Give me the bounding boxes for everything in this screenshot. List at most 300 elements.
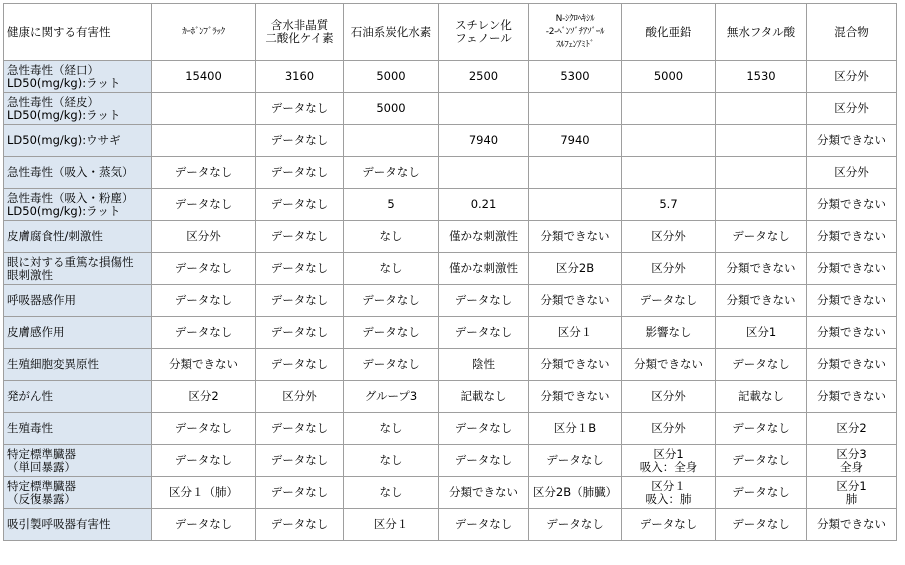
cell-text-line: 区分１: [373, 517, 409, 531]
cell-text-line: 15400: [185, 69, 222, 83]
table-row: [4, 253, 897, 285]
cell-text-line: 吸入：全身: [639, 459, 698, 474]
table-cell: [256, 285, 344, 317]
cell-text-line: データなし: [454, 453, 513, 467]
cell-text-line: 5000: [376, 101, 406, 115]
table-cell: [807, 157, 897, 189]
row-label: [4, 253, 152, 285]
table-cell: [152, 93, 256, 125]
table-row: [4, 93, 897, 125]
cell-text-line: LD50(mg/kg):ラット: [7, 107, 121, 122]
cell-text-line: データなし: [270, 293, 329, 307]
cell-text-line: 分類できない: [540, 357, 610, 371]
cell-text-line: 二酸化ケイ素: [265, 31, 334, 45]
column-header-6: [622, 4, 716, 61]
column-header-7: [716, 4, 807, 61]
table-cell: [152, 157, 256, 189]
cell-text-line: データなし: [270, 357, 329, 371]
table-cell: [344, 509, 439, 541]
row-label: [4, 477, 152, 509]
table-cell: [529, 285, 622, 317]
table-cell: [152, 285, 256, 317]
table-cell: [716, 317, 807, 349]
table-cell: [529, 125, 622, 157]
cell-text-line: 分類できない: [817, 133, 886, 147]
table-header-row: [4, 4, 897, 61]
cell-text-line: 肺: [845, 491, 858, 506]
cell-text-line: データなし: [270, 197, 329, 211]
cell-text-line: 影響なし: [645, 325, 692, 339]
table-cell: [152, 349, 256, 381]
table-row: [4, 61, 897, 93]
cell-text-line: 区分外: [651, 261, 686, 275]
table-cell: [716, 221, 807, 253]
table-cell: [344, 61, 439, 93]
cell-text-line: 区分１（肺）: [169, 485, 238, 499]
table-cell: [807, 509, 897, 541]
row-label: [4, 317, 152, 349]
table-cell: [716, 61, 807, 93]
table-cell: [807, 125, 897, 157]
table-cell: [716, 509, 807, 541]
cell-text-line: 全身: [840, 459, 863, 474]
table-cell: [152, 221, 256, 253]
cell-text-line: 3160: [284, 69, 315, 83]
table-cell: [529, 317, 622, 349]
cell-text-line: 分類できない: [726, 261, 796, 275]
cell-text-line: データなし: [174, 165, 233, 179]
cell-text-line: データなし: [362, 357, 420, 371]
cell-text-line: 生殖細胞変異原性: [7, 357, 99, 371]
table-cell: [256, 477, 344, 509]
cell-text-line: データなし: [732, 421, 790, 435]
column-header-1: [152, 4, 256, 61]
cell-text-line: データなし: [454, 421, 513, 435]
health-hazard-table: [3, 3, 897, 541]
row-label: [4, 509, 152, 541]
cell-text-line: 区分1: [745, 325, 777, 339]
cell-text-line: 僅かな刺激性: [449, 229, 518, 243]
table-cell: [622, 221, 716, 253]
table-cell: [152, 61, 256, 93]
cell-text-line: 記載なし: [738, 389, 784, 403]
table-cell: [622, 349, 716, 381]
row-label: [4, 445, 152, 477]
table-row: [4, 381, 897, 413]
table-row: [4, 125, 897, 157]
table-cell: [529, 221, 622, 253]
cell-text-line: 分類できない: [634, 357, 703, 371]
cell-text-line: 吸引製呼吸器有害性: [7, 517, 111, 531]
table-cell: [256, 253, 344, 285]
cell-text-line: 区分2B: [555, 261, 595, 275]
table-cell: [807, 93, 897, 125]
table-cell: [256, 445, 344, 477]
table-cell: [344, 157, 439, 189]
cell-text-line: データなし: [270, 133, 329, 147]
cell-text-line: 区分2: [188, 389, 219, 403]
cell-text-line: データなし: [639, 517, 698, 531]
cell-text-line: データなし: [270, 453, 329, 467]
cell-text-line: スチレン化: [455, 18, 512, 32]
cell-text-line: 区分外: [651, 421, 686, 435]
cell-text-line: N-ｼｸﾛﾍｷｼﾙ: [555, 13, 595, 24]
table-cell: [529, 349, 622, 381]
cell-text-line: 分類できない: [726, 293, 796, 307]
cell-text-line: データなし: [362, 325, 420, 339]
cell-text-line: 発がん性: [7, 389, 53, 403]
cell-text-line: 分類できない: [817, 293, 886, 307]
cell-text-line: データなし: [454, 517, 513, 531]
table-cell: [622, 317, 716, 349]
table-row: [4, 413, 897, 445]
table-cell: [439, 317, 529, 349]
table-cell: [152, 317, 256, 349]
cell-text-line: 皮膚腐食性/刺激性: [7, 229, 103, 243]
table-cell: [439, 445, 529, 477]
table-cell: [529, 189, 622, 221]
cell-text-line: 分類できない: [817, 325, 886, 339]
table-cell: [807, 253, 897, 285]
column-header-8: [807, 4, 897, 61]
cell-text-line: 分類できない: [449, 485, 518, 499]
cell-text-line: データなし: [270, 421, 329, 435]
cell-text-line: データなし: [362, 293, 420, 307]
table-cell: [716, 285, 807, 317]
table-cell: [529, 61, 622, 93]
table-cell: [529, 93, 622, 125]
table-cell: [622, 509, 716, 541]
cell-text-line: 区分外: [186, 229, 221, 243]
cell-text-line: 含水非晶質: [270, 18, 329, 32]
cell-text-line: データなし: [732, 357, 790, 371]
cell-text-line: （単回暴露）: [7, 459, 76, 474]
table-cell: [439, 157, 529, 189]
cell-text-line: 呼吸器感作用: [7, 293, 76, 307]
table-cell: [716, 413, 807, 445]
cell-text-line: データなし: [732, 517, 790, 531]
table-row: [4, 349, 897, 381]
cell-text-line: データなし: [270, 101, 329, 115]
cell-text-line: 区分外: [834, 101, 869, 115]
cell-text-line: 5: [387, 197, 395, 211]
cell-text-line: （反復暴露）: [7, 491, 76, 506]
cell-text-line: 区分１: [651, 478, 686, 493]
table-cell: [622, 445, 716, 477]
table-cell: [622, 93, 716, 125]
table-cell: [439, 381, 529, 413]
cell-text-line: 5000: [653, 69, 684, 83]
cell-text-line: 5000: [376, 69, 406, 83]
table-cell: [344, 221, 439, 253]
table-cell: [529, 157, 622, 189]
cell-text-line: 7940: [560, 133, 590, 147]
cell-text-line: データなし: [732, 229, 790, 243]
table-cell: [716, 253, 807, 285]
table-cell: [716, 93, 807, 125]
table-cell: [622, 61, 716, 93]
cell-text-line: 分類できない: [817, 389, 886, 403]
cell-text-line: グループ3: [364, 389, 418, 403]
table-cell: [529, 509, 622, 541]
table-cell: [344, 413, 439, 445]
cell-text-line: 分類できない: [540, 293, 610, 307]
table-row: [4, 317, 897, 349]
cell-text-line: 区分外: [651, 229, 686, 243]
cell-text-line: 分類できない: [540, 229, 610, 243]
table-cell: [622, 157, 716, 189]
cell-text-line: 2500: [468, 69, 499, 83]
table-cell: [344, 445, 439, 477]
table-cell: [152, 445, 256, 477]
cell-text-line: 区分1: [836, 478, 867, 493]
cell-text-line: 吸入：肺: [645, 491, 692, 506]
cell-text-line: データなし: [546, 517, 604, 531]
cell-text-line: 陰性: [472, 357, 495, 371]
cell-text-line: 1530: [746, 69, 776, 83]
cell-text-line: 分類できない: [817, 357, 886, 371]
cell-text-line: データなし: [174, 261, 233, 275]
cell-text-line: 区分1: [653, 446, 684, 461]
table-cell: [807, 445, 897, 477]
table-row: [4, 189, 897, 221]
cell-text-line: 眼に対する重篤な損傷性: [7, 254, 134, 269]
row-label: [4, 157, 152, 189]
table-cell: [344, 317, 439, 349]
cell-text-line: 眼刺激性: [7, 267, 53, 282]
table-cell: [716, 125, 807, 157]
cell-text-line: 皮膚感作用: [7, 325, 65, 339]
table-cell: [344, 285, 439, 317]
table-cell: [256, 125, 344, 157]
cell-text-line: 分類できない: [540, 389, 610, 403]
table-cell: [622, 285, 716, 317]
table-row: [4, 157, 897, 189]
row-label: [4, 221, 152, 253]
table-cell: [344, 381, 439, 413]
table-cell: [439, 93, 529, 125]
table-cell: [439, 125, 529, 157]
table-body: [4, 61, 897, 541]
cell-text-line: データなし: [174, 517, 233, 531]
cell-text-line: 区分外: [651, 389, 686, 403]
cell-text-line: データなし: [174, 453, 233, 467]
cell-text-line: データなし: [270, 261, 329, 275]
cell-text-line: 生殖毒性: [7, 421, 53, 435]
table-cell: [344, 349, 439, 381]
table-cell: [529, 413, 622, 445]
cell-text-line: 区分外: [834, 165, 869, 179]
table-cell: [622, 477, 716, 509]
cell-text-line: 区分3: [836, 446, 867, 461]
cell-text-line: 急性毒性（経口）: [7, 62, 99, 77]
table-cell: [622, 381, 716, 413]
cell-text-line: LD50(mg/kg):ウサギ: [7, 133, 121, 147]
cell-text-line: 急性毒性（経皮）: [7, 94, 99, 109]
cell-text-line: 特定標準臓器: [7, 478, 76, 493]
cell-text-line: データなし: [732, 485, 790, 499]
table-cell: [439, 509, 529, 541]
table-row: [4, 221, 897, 253]
table-cell: [439, 253, 529, 285]
table-cell: [344, 125, 439, 157]
cell-text-line: 分類できない: [817, 517, 886, 531]
header-hazard-label: 健康に関する有害性: [4, 4, 152, 61]
row-label: [4, 93, 152, 125]
cell-text-line: データなし: [362, 165, 420, 179]
table-cell: [622, 125, 716, 157]
table-cell: [439, 285, 529, 317]
cell-text-line: 区分2B（肺臓）: [532, 485, 618, 499]
table-cell: [529, 445, 622, 477]
cell-text-line: 区分2: [836, 421, 867, 435]
cell-text-line: 区分１B: [553, 421, 597, 435]
cell-text-line: 僅かな刺激性: [449, 261, 518, 275]
table-cell: [622, 413, 716, 445]
table-cell: [256, 93, 344, 125]
cell-text-line: 石油系炭化水素: [350, 24, 432, 39]
table-cell: [716, 445, 807, 477]
table-cell: [256, 189, 344, 221]
table-cell: [716, 477, 807, 509]
cell-text-line: 分類できない: [817, 229, 886, 243]
cell-text-line: データなし: [270, 165, 329, 179]
cell-text-line: データなし: [454, 325, 513, 339]
table-cell: [529, 253, 622, 285]
table-cell: [439, 349, 529, 381]
cell-text-line: 混合物: [834, 24, 869, 39]
cell-text-line: なし: [379, 421, 403, 435]
row-label: [4, 61, 152, 93]
row-label: [4, 189, 152, 221]
cell-text-line: なし: [379, 229, 403, 243]
table-cell: [152, 253, 256, 285]
cell-text-line: 区分外: [282, 389, 317, 403]
table-cell: [439, 61, 529, 93]
table-cell: [807, 381, 897, 413]
cell-text-line: 7940: [468, 133, 499, 147]
cell-text-line: -2-ﾍﾞﾝｿﾞﾁｱｿﾞｰﾙ: [545, 26, 605, 37]
cell-text-line: 急性毒性（吸入・粉塵）: [7, 190, 134, 205]
table-cell: [807, 221, 897, 253]
table-cell: [716, 157, 807, 189]
table-cell: [152, 189, 256, 221]
cell-text-line: ｶｰﾎﾞﾝﾌﾞﾗｯｸ: [182, 26, 225, 37]
table-cell: [716, 189, 807, 221]
cell-text-line: ｽﾙﾌｪﾝｱﾐﾄﾞ: [555, 39, 595, 50]
table-cell: [622, 253, 716, 285]
table-cell: [439, 221, 529, 253]
table-cell: [256, 317, 344, 349]
table-cell: [256, 349, 344, 381]
table-cell: [529, 381, 622, 413]
table-cell: [807, 285, 897, 317]
cell-text-line: データなし: [174, 421, 233, 435]
cell-text-line: 分類できない: [169, 357, 238, 371]
table-cell: [344, 477, 439, 509]
column-header-4: [439, 4, 529, 61]
cell-text-line: データなし: [270, 485, 329, 499]
cell-text-line: 無水フタル酸: [726, 24, 796, 39]
cell-text-line: データなし: [174, 197, 233, 211]
table-cell: [256, 221, 344, 253]
cell-text-line: 分類できない: [817, 261, 886, 275]
table-cell: [152, 381, 256, 413]
table-cell: [256, 509, 344, 541]
cell-text-line: 記載なし: [460, 389, 507, 403]
column-header-2: [256, 4, 344, 61]
cell-text-line: 5300: [560, 69, 590, 83]
cell-text-line: なし: [379, 485, 403, 499]
table-cell: [344, 189, 439, 221]
cell-text-line: 5.7: [659, 197, 678, 211]
table-cell: [344, 93, 439, 125]
cell-text-line: LD50(mg/kg):ラット: [7, 75, 121, 90]
table-cell: [716, 381, 807, 413]
row-label: [4, 125, 152, 157]
row-label: [4, 413, 152, 445]
cell-text-line: 特定標準臓器: [7, 446, 76, 461]
row-label: [4, 349, 152, 381]
cell-text-line: データなし: [174, 293, 233, 307]
cell-text-line: 0.21: [470, 197, 497, 211]
table-cell: [256, 413, 344, 445]
table-cell: [807, 189, 897, 221]
table-cell: [439, 413, 529, 445]
cell-text-line: データなし: [732, 453, 790, 467]
table-cell: [807, 349, 897, 381]
table-cell: [256, 61, 344, 93]
table-cell: [439, 189, 529, 221]
cell-text-line: 区分１: [557, 325, 593, 339]
table-cell: [152, 125, 256, 157]
cell-text-line: フェノール: [455, 31, 512, 45]
table-cell: [344, 253, 439, 285]
cell-text-line: データなし: [454, 293, 513, 307]
table-row: [4, 285, 897, 317]
table-cell: [807, 477, 897, 509]
cell-text-line: データなし: [270, 517, 329, 531]
row-label: [4, 381, 152, 413]
table-cell: [256, 381, 344, 413]
row-label: [4, 285, 152, 317]
cell-text-line: データなし: [174, 325, 233, 339]
cell-text-line: データなし: [546, 453, 604, 467]
table-cell: [807, 317, 897, 349]
table-row: [4, 477, 897, 509]
table-cell: [152, 477, 256, 509]
table-cell: [256, 157, 344, 189]
cell-text-line: 分類できない: [817, 197, 886, 211]
table-cell: [807, 61, 897, 93]
cell-text-line: データなし: [639, 293, 698, 307]
table-cell: [529, 477, 622, 509]
cell-text-line: 酸化亜鉛: [645, 24, 692, 39]
table-row: [4, 509, 897, 541]
hazard-table-container: [3, 3, 897, 541]
table-cell: [807, 413, 897, 445]
cell-text-line: データなし: [270, 229, 329, 243]
cell-text-line: なし: [379, 453, 403, 467]
table-cell: [152, 509, 256, 541]
table-cell: [152, 413, 256, 445]
cell-text-line: 急性毒性（吸入・蒸気）: [7, 165, 134, 179]
cell-text-line: データなし: [270, 325, 329, 339]
table-row: [4, 445, 897, 477]
cell-text-line: LD50(mg/kg):ラット: [7, 203, 121, 218]
table-cell: [716, 349, 807, 381]
table-cell: [622, 189, 716, 221]
